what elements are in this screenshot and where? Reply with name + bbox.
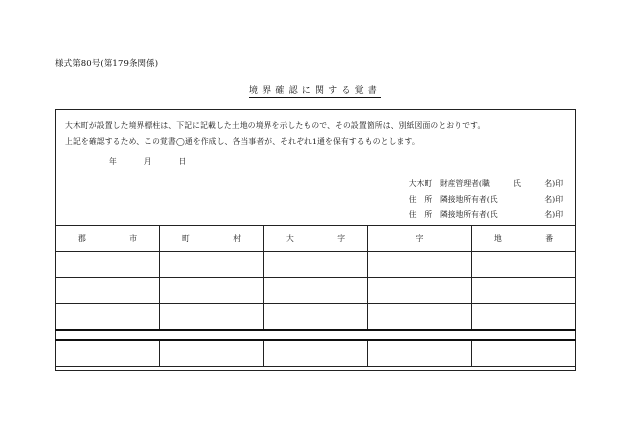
table-separator (56, 330, 576, 340)
table-header-row (56, 226, 576, 252)
table-row (56, 278, 576, 304)
column-header-chiban: 地 番 (472, 226, 576, 252)
column-header-gun-shi: 郡 市 (56, 226, 160, 252)
body-text-line-2: 上記を確認するため、この覚書◯通を作成し、各当事者が、それぞれ1通を保有するものとします。 (65, 137, 420, 146)
table-row (56, 340, 576, 367)
table-row (56, 304, 576, 331)
signature-line-neighbor-2: 住 所 隣接地所有者(氏 名)印 (408, 210, 563, 219)
column-header-oaza: 大 字 (264, 226, 368, 252)
body-text-line-1: 大木町が設置した境界標柱は、下記に記載した土地の境界を示したもので、その設置箇所は、別紙図面のとおりです。 (65, 121, 486, 130)
signature-line-neighbor-1: 住 所 隣接地所有者(氏 名)印 (408, 195, 563, 204)
date-day-label: 日 (178, 157, 187, 166)
date-line (109, 156, 186, 167)
document-title (0, 83, 630, 96)
form-number-label: 様式第80号(第179条関係) (55, 59, 159, 69)
document-title-text: 境界確認に関する覚書 (248, 86, 381, 96)
column-header-cho-son: 町 村 (160, 226, 264, 252)
date-year-label: 年 (109, 157, 117, 166)
land-table (55, 225, 576, 367)
table-row (56, 252, 576, 278)
date-month-label: 月 (143, 157, 152, 166)
column-header-aza: 字 (368, 226, 472, 252)
signature-line-town-manager: 大木町 財産管理者(職 氏 名)印 (408, 179, 563, 188)
memorandum-frame (55, 109, 576, 371)
